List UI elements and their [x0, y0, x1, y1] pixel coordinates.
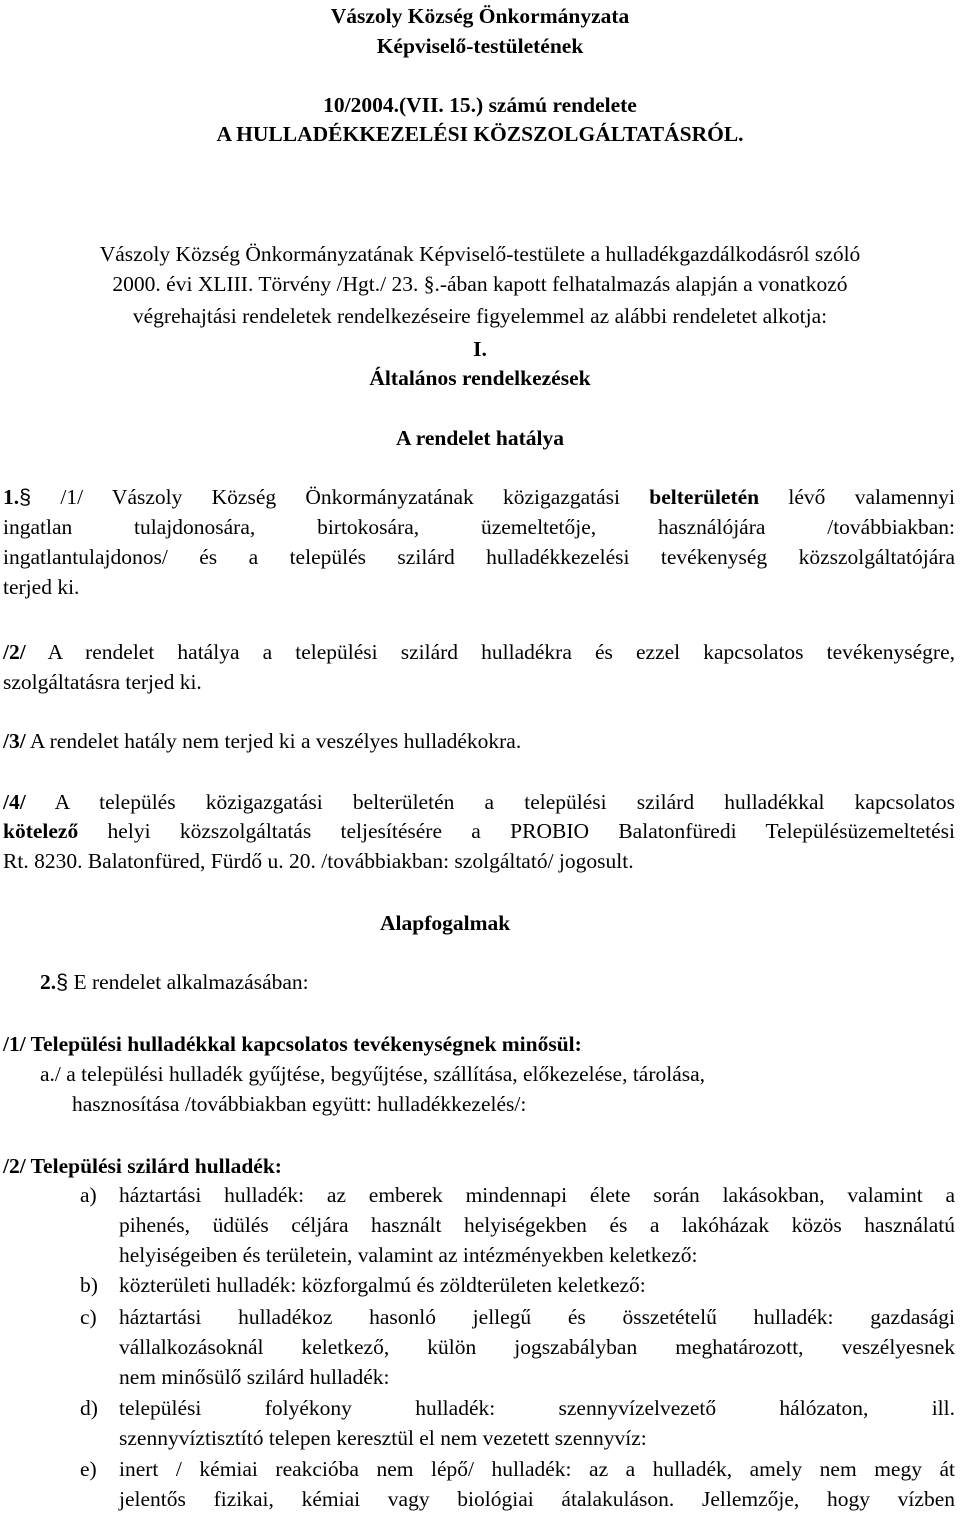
paragraph-4-text-2: helyi közszolgáltatás teljesítésére a PROBIO Balatonfüredi Településüzemeltetési	[107, 819, 956, 843]
decree-title: A HULLADÉKKEZELÉSI KÖZSZOLGÁLTATÁSRÓL.	[216, 122, 744, 146]
section-2-intro	[40, 968, 309, 997]
paragraph-3-number: /3/	[3, 729, 26, 753]
list-item-marker: a)	[80, 1183, 97, 1207]
section-1-line-2: ingatlan tulajdonosára, birtokosára, üzemeltetője, használójára /továbbiakban:	[3, 515, 955, 539]
section-1-line-1	[3, 483, 955, 512]
document-title-body: Képviselő-testületének	[376, 34, 584, 58]
section-1-text-a: /1/ Vászoly Község Önkormányzatának közigazgatási	[60, 485, 621, 509]
paragraph-4-number: /4/	[3, 790, 26, 814]
list-item-a-line-1: háztartási hulladék: az emberek mindennapi élete során lakásokban, valamint a	[119, 1183, 955, 1207]
paragraph-4-text: A település közigazgatási belterületén a települési szilárd hulladékkal kapcsolatos	[54, 790, 955, 814]
paragraph-2-line-1	[3, 638, 955, 667]
section-1-text-c: lévő valamennyi	[788, 485, 955, 509]
section-2-intro-text: E rendelet alkalmazásában:	[73, 970, 309, 994]
paragraph-3-text: A rendelet hatály nem terjed ki a veszélyes hulladékokra.	[29, 729, 522, 753]
section-title-definitions: Alapfogalmak	[380, 911, 511, 935]
list-item-e-line-2: jelentős fizikai, kémiai vagy biológiai átalakuláson. Jellemzője, hogy vízben	[119, 1487, 955, 1511]
list-item-e-line-1: inert / kémiai reakcióba nem lépő/ hulladék: az a hulladék, amely nem megy át	[119, 1457, 955, 1481]
section-1-line-3: ingatlantulajdonos/ és a település szilárd hulladékkezelési tevékenység közszolgáltatójára	[3, 545, 955, 569]
definition-1-line-2: hasznosítása /továbbiakban együtt: hulladékkezelés/:	[72, 1092, 527, 1116]
section-1-line-4: terjed ki.	[3, 575, 80, 599]
list-item-marker: d)	[80, 1396, 98, 1420]
document-title-municipality: Vászoly Község Önkormányzata	[330, 4, 630, 28]
list-item-c-line-2: vállalkozásoknál keletkező, külön jogszabályban meghatározott, veszélyesnek	[119, 1335, 955, 1359]
section-1-number: 1.	[3, 485, 20, 509]
list-item-b-line-1: közterületi hulladék: közforgalmú és zöldterületen keletkező:	[119, 1273, 646, 1297]
paragraph-4-line-3: Rt. 8230. Balatonfüred, Fürdő u. 20. /továbbiakban: szolgáltató/ jogosult.	[3, 849, 634, 873]
decree-number: 10/2004.(VII. 15.) számú rendelete	[323, 93, 637, 117]
list-item-d-line-1: települési folyékony hulladék: szennyvízelvezető hálózaton, ill.	[119, 1396, 955, 1420]
paragraph-2-line-2: szolgáltatásra terjed ki.	[3, 670, 202, 694]
paragraph-3-line-1	[3, 727, 521, 756]
preamble-line-1: Vászoly Község Önkormányzatának Képviselő-testülete a hulladékgazdálkodásról szóló	[99, 242, 861, 266]
definition-1-title: /1/ Települési hulladékkal kapcsolatos tevékenységnek minősül:	[3, 1032, 582, 1056]
paragraph-2-text: A rendelet hatálya a települési szilárd hulladékra és ezzel kapcsolatos tevékenységre,	[47, 640, 955, 664]
list-item-c-line-1: háztartási hulladékoz hasonló jellegű és összetételű hulladék: gazdasági	[119, 1305, 955, 1329]
list-item-d-line-2: szennyvíztisztító telepen keresztül el nem vezetett szennyvíz:	[119, 1426, 647, 1450]
chapter-number: I.	[473, 337, 487, 361]
definition-1-line-1: a./ a települési hulladék gyűjtése, begyűjtése, szállítása, előkezelése, tárolása,	[40, 1062, 706, 1086]
definition-2-title: /2/ Települési szilárd hulladék:	[3, 1154, 282, 1178]
section-sign: §	[19, 485, 32, 509]
paragraph-4-line-1	[3, 788, 955, 817]
chapter-title: Általános rendelkezések	[369, 366, 591, 390]
section-sign: §	[56, 970, 69, 994]
section-1-bold-term: belterületén	[649, 485, 760, 509]
list-item-a-line-3: helyiségeiben és területein, valamint az intézményekben keletkező:	[119, 1243, 698, 1267]
section-2-number: 2.	[40, 970, 57, 994]
preamble-line-2: 2000. évi XLIII. Törvény /Hgt./ 23. §.-ában kapott felhatalmazás alapján a vonatkozó	[112, 272, 848, 296]
paragraph-4-bold-term: kötelező	[3, 819, 79, 843]
list-item-marker: c)	[80, 1305, 97, 1329]
preamble-line-3: végrehajtási rendeletek rendelkezéseire figyelemmel az alábbi rendeletet alkotja:	[132, 304, 828, 328]
list-item-a-line-2: pihenés, üdülés céljára használt helyiségekben és a lakóházak közös használatú	[119, 1213, 955, 1237]
list-item-c-line-3: nem minősülő szilárd hulladék:	[119, 1365, 390, 1389]
paragraph-2-number: /2/	[3, 640, 26, 664]
paragraph-4-line-2	[3, 817, 955, 846]
list-item-marker: e)	[80, 1457, 97, 1481]
section-title-scope: A rendelet hatálya	[395, 426, 564, 450]
list-item-marker: b)	[80, 1273, 98, 1297]
